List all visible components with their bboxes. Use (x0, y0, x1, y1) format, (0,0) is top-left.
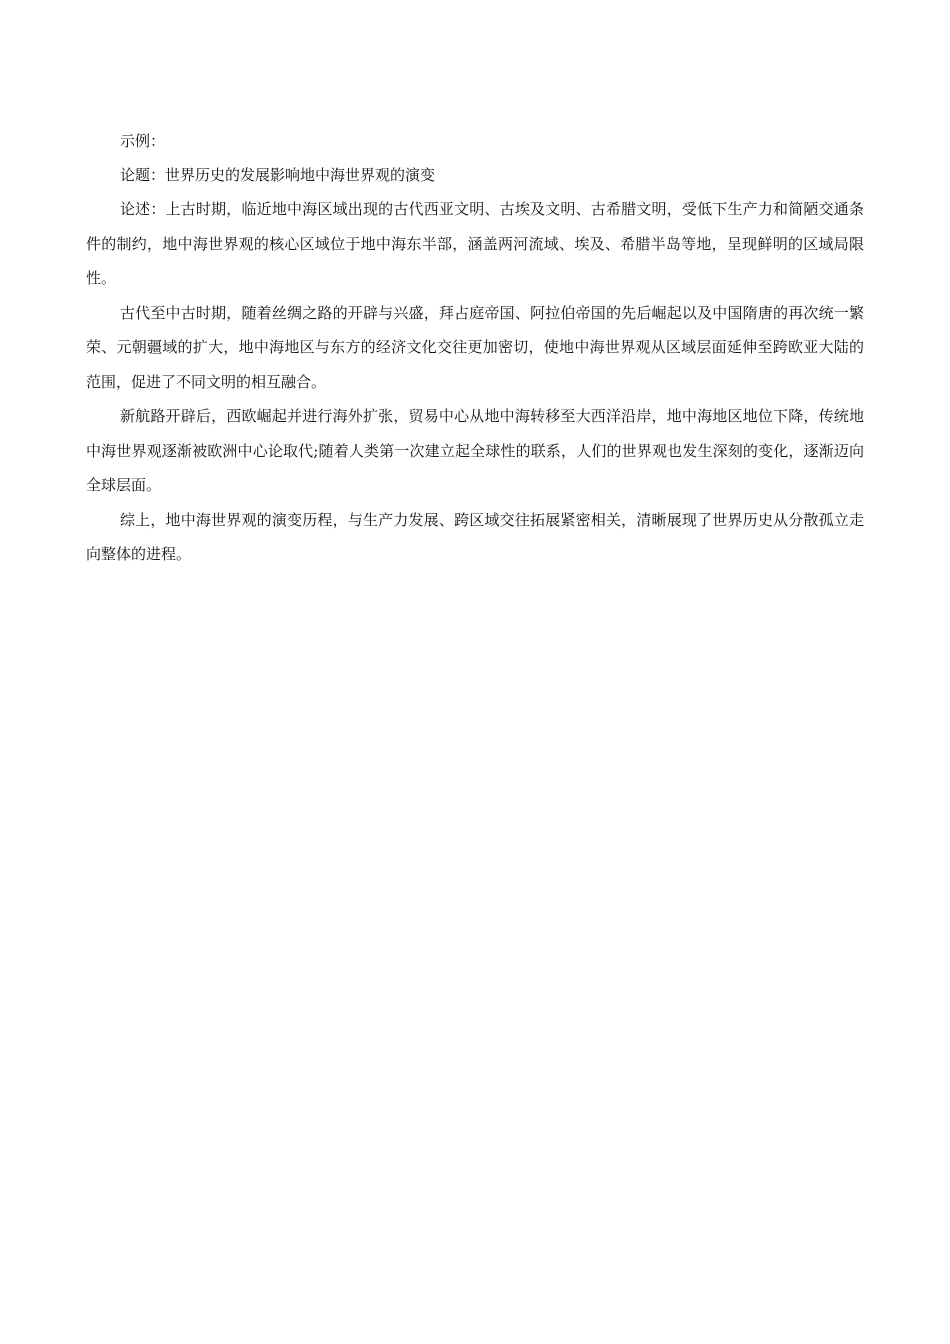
example-label: 示例： (120, 132, 166, 150)
paragraph-conclusion: 综上，地中海世界观的演变历程，与生产力发展、跨区域交往拓展紧密相关，清晰展现了世界历史从分散孤立走向整体的进程。 (86, 510, 864, 563)
paragraph-ancient: 论述：上古时期，临近地中海区域出现的古代西亚文明、古埃及文明、古希腊文明，受低下生产力和简陋交通条件的制约，地中海世界观的核心区域位于地中海东半部，涵盖两河流域、埃及、希腊半岛等地，呈现鲜明的区域局限性。 (86, 200, 864, 287)
document-body (86, 124, 864, 572)
topic-line: 论题：世界历史的发展影响地中海世界观的演变 (120, 166, 436, 184)
paragraph-medieval: 古代至中古时期，随着丝绸之路的开辟与兴盛，拜占庭帝国、阿拉伯帝国的先后崛起以及中国隋唐的再次统一繁荣、元朝疆域的扩大，地中海地区与东方的经济文化交往更加密切，使地中海世界观从区域层面延伸至跨欧亚大陆的范围，促进了不同文明的相互融合。 (86, 303, 864, 391)
paragraph-new-routes: 新航路开辟后，西欧崛起并进行海外扩张，贸易中心从地中海转移至大西洋沿岸，地中海地区地位下降，传统地中海世界观逐渐被欧洲中心论取代;随着人类第一次建立起全球性的联系，人们的世界观也发生深刻的变化，逐渐迈向全球层面。 (86, 407, 864, 494)
